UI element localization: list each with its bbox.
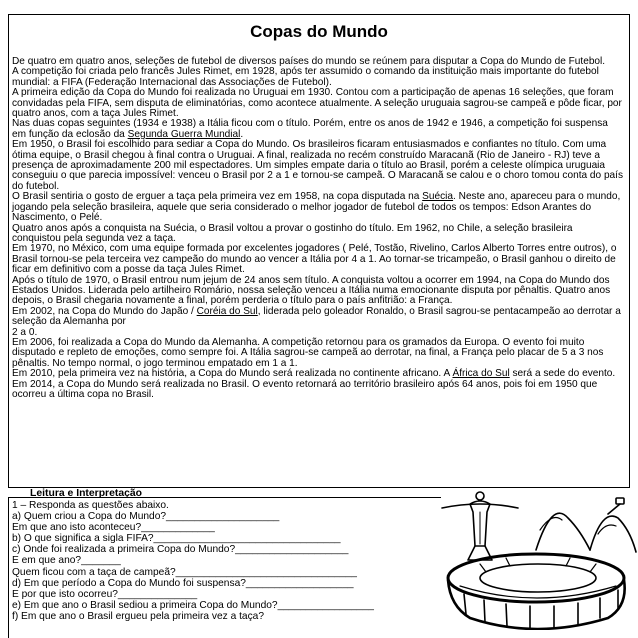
text-span: será a sede do evento. <box>509 368 616 380</box>
stadium-illustration <box>440 490 638 630</box>
question-line: 1 – Responda as questões abaixo. <box>12 500 169 511</box>
paragraph: Em 1970, no México, com uma equipe formada por excelentes jogadores ( Pelé, Tostão, Rivelino, Carlos Alberto Torres entre outros), o Brasil tornou-se pela terceira vez campeão do mundo ao vencer a Itália por 4 a 1. Ao tornar-se tricampeão, o Brasil ganhou o direito de ficar em definitivo com a posse da taça Jules Rimet. <box>12 243 617 276</box>
text-span: . <box>240 128 244 140</box>
question-line: f) Em que ano o Brasil ergueu pela primeira vez a taça? <box>12 610 264 622</box>
link-africa-do-sul[interactable]: África do Sul <box>452 368 510 380</box>
text-span: Em 2002, na Copa do Mundo do Japão / <box>12 305 197 317</box>
question-line: c) Onde foi realizada a primeira Copa do Mundo?____________________ <box>12 544 349 556</box>
article-text <box>12 57 624 400</box>
paragraph: De quatro em quatro anos, seleções de futebol de diversos países do mundo se reúnem para disputar a Copa do Mundo de Futebol. <box>12 56 606 67</box>
text-span: , liderada pelo goleador Ronaldo, o Brasil sagrou-se pentacampeão ao derrotar a seleção da Alemanha por <box>12 305 621 328</box>
page-title: Copas do Mundo <box>250 22 388 41</box>
question-line: Quem ficou com a taça de campeã?________________________________ <box>12 566 357 578</box>
text-span: . Neste ano, apareceu para o mundo, jogando pela seleção brasileira, aquele que seria considerado o melhor jogador de futebol de todos os tempos: Edson Arantes do Nascimento, o Pelé. <box>12 191 621 224</box>
paragraph <box>12 119 624 140</box>
paragraph: A competição foi criada pelo francês Jules Rimet, em 1928, após ter assumido o comando da instituição mais importante do futebol mundial: a FIFA (Federação Internacional das Associações de Futebol). <box>12 66 599 88</box>
paragraph <box>12 192 624 223</box>
section-title: Leitura e Interpretação <box>30 488 143 499</box>
paragraph: 2 a 0. <box>12 326 38 338</box>
paragraph: Em 2014, a Copa do Mundo será realizada no Brasil. O evento retornará ao território brasileiro após 64 anos, pois foi em 1950 que ocorreu a última copa no Brasil. <box>12 378 598 400</box>
link-coreia-do-sul[interactable]: Coréia do Sul <box>196 305 258 317</box>
christ-statue-icon <box>442 492 518 560</box>
question-line: b) O que significa a sigla FIFA?_________________________________ <box>12 533 341 545</box>
sugarloaf-mountain-icon <box>536 498 636 552</box>
question-line: E por que isto ocorreu?______________ <box>12 588 198 600</box>
link-suecia[interactable]: Suécia <box>422 191 454 203</box>
paragraph: A primeira edição da Copa do Mundo foi realizada no Uruguai em 1930. Contou com a participação de apenas 16 seleções, que foram convidadas pela FIFA, sem disputa de eliminatórias, como acontece atualmente. A seleção uruguaia sagrou-se campeã e pôde ficar, por quatro anos, com a taça Jules Rimet. <box>12 87 622 120</box>
question-line: E em que ano?_______ <box>12 555 121 567</box>
question-line: e) Em que ano o Brasil sediou a primeira Copa do Mundo?_________________ <box>12 599 374 611</box>
link-segunda-guerra[interactable]: Segunda Guerra Mundial <box>127 128 241 140</box>
text-span: Em 2010, pela primeira vez na história, a Copa do Mundo será realizada no continente africano. A <box>12 368 453 380</box>
paragraph: Em 1950, o Brasil foi escolhido para sediar a Copa do Mundo. Os brasileiros ficaram entusiasmados e confiantes no título. Com uma ótima equipe, o Brasil chegou à final contra o Uruguai. A final, realizada no recém construído Maracanã (Rio de Janeiro - RJ) teve a presença de aproximadamente 200 mil espectadores. Um simples empate daria o título ao Brasil, porém a celeste olímpica uruguaia conseguiu o que parecia impossível: venceu o Brasil por 2 a 1 e tornou-se campeã. O Maracanã se calou e o choro tomou conta do país do futebol. <box>12 139 624 192</box>
paragraph: Quatro anos após a conquista na Suécia, o Brasil voltou a provar o gostinho do título. Em 1962, no Chile, a seleção brasileira conquistou pela segunda vez a taça. <box>12 222 573 244</box>
paragraph: Após o título de 1970, o Brasil entrou num jejum de 24 anos sem título. A conquista voltou a ocorrer em 1994, na Copa do Mundo dos Estados Unidos. Liderada pelo artilheiro Romário, nossa seleção venceu a Itália numa emocionante disputa por pênaltis. Quatro anos depois, o Brasil chegaria novamente a final, porém perderia o título para o país anfitrião: a França. <box>12 274 611 307</box>
question-line: Em que ano isto aconteceu?_____________ <box>12 522 215 534</box>
question-line: d) Em que período a Copa do Mundo foi suspensa?___________________ <box>12 577 354 589</box>
question-line: a) Quem criou a Copa do Mundo?____________________ <box>12 511 280 523</box>
stadium-icon <box>448 554 625 629</box>
paragraph <box>12 307 624 328</box>
questions-list <box>12 500 440 622</box>
text-span: O Brasil sentiria o gosto de erguer a taça pela primeira vez em 1958, na copa disputada na <box>12 191 423 203</box>
paragraph: Em 2006, foi realizada a Copa do Mundo da Alemanha. A competição retornou para os gramados da Europa. O evento foi muito disputado e repleto de emoções, como sempre foi. A Itália sagrou-se campeã ao derrotar, na final, a França pelo placar de 5 a 3 nos pênaltis. No tempo normal, o jogo terminou empatado em 1 a 1. <box>12 336 604 369</box>
text-span: Nas duas copas seguintes (1934 e 1938) a Itália ficou com o título. Porém, entre os anos de 1942 e 1946, a competição foi suspensa em função da eclosão da <box>12 118 608 140</box>
